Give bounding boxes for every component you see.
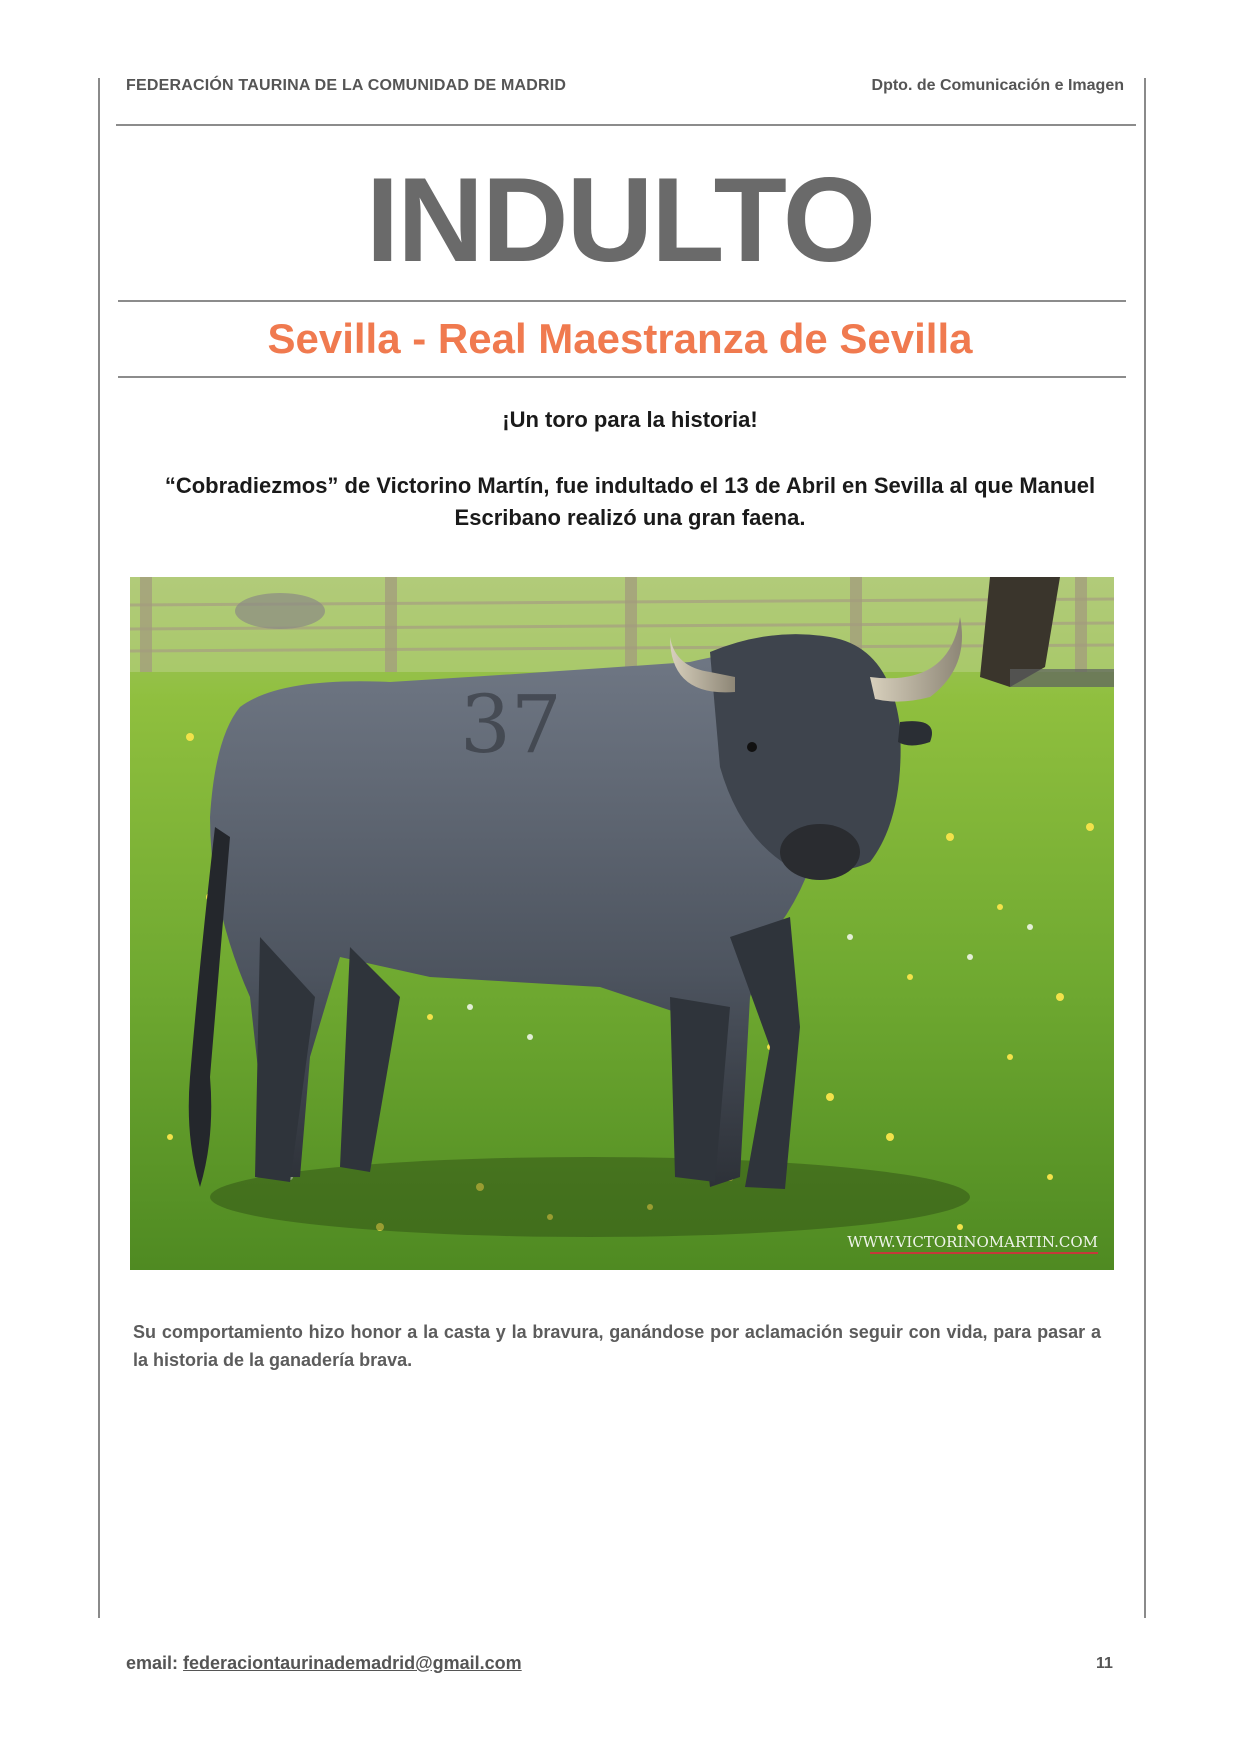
bull-photo [130,577,1114,1270]
photo-watermark: WWW.VICTORINOMARTIN.COM [847,1233,1098,1251]
header-department: Dpto. de Comunicación e Imagen [871,77,1124,94]
body-paragraph: Su comportamiento hizo honor a la casta y la bravura, ganándose por aclamación seguir con vida, para pasar a la historia de la ganadería brava. [133,1322,1101,1370]
lead-paragraph: “Cobradiezmos” de Victorino Martín, fue indultado el 13 de Abril en Sevilla al que Manuel Escribano realizó una gran faena. [164,473,1096,530]
tagline: ¡Un toro para la historia! [502,407,758,432]
page-subtitle: Sevilla - Real Maestranza de Sevilla [267,315,973,362]
footer-email [126,1653,522,1674]
email-label: email: [126,1653,179,1673]
page-title: INDULTO [365,153,875,287]
subtitle-divider [118,376,1126,378]
title-divider [118,300,1126,302]
brand-mark-text: 37 [460,678,562,771]
right-margin-rule [1144,78,1146,1618]
email-link[interactable]: federaciontaurinademadrid@gmail.com [183,1653,522,1673]
header-organization: FEDERACIÓN TAURINA DE LA COMUNIDAD DE MADRID [126,77,567,94]
header-divider [116,124,1136,126]
page-number: 11 [1096,1655,1113,1672]
left-margin-rule [98,78,100,1618]
